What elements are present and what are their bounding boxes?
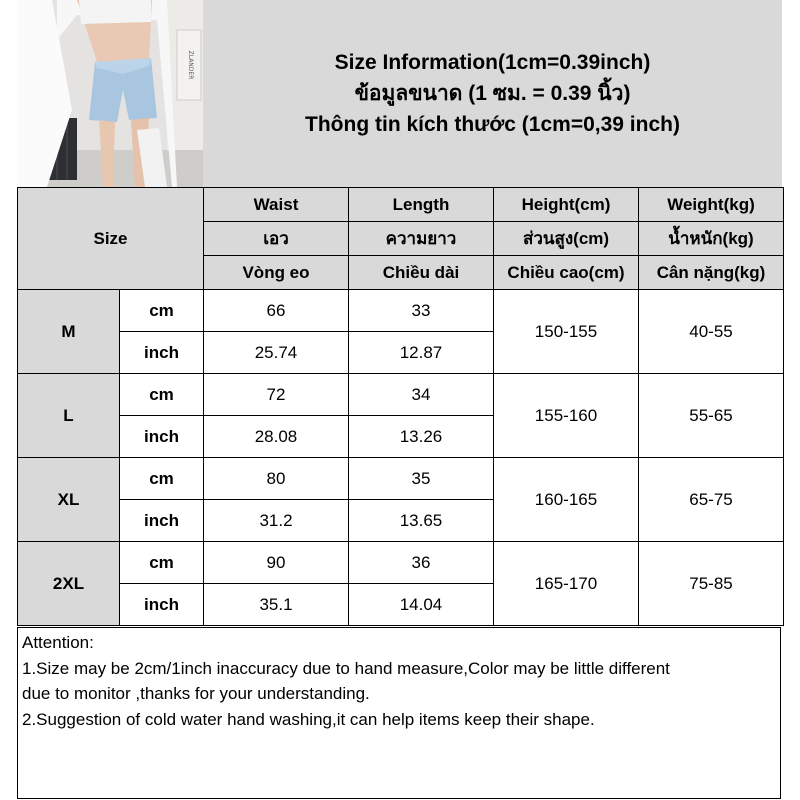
header-title-thai: ข้อมูลขนาด (1 ซม. = 0.39 นิ้ว) [354,82,631,105]
length-inch: 12.87 [349,332,494,374]
attention-notes [17,627,781,799]
unit-cm: cm [120,542,204,584]
waist-cm: 66 [204,290,349,332]
table-row [18,290,784,332]
box-text: ZLANDER [187,50,194,80]
height-range: 160-165 [494,458,639,542]
col-header-height-thai: ส่วนสูง(cm) [494,222,639,256]
length-inch: 13.26 [349,416,494,458]
col-header-height: Height(cm) [494,188,639,222]
height-range: 150-155 [494,290,639,374]
size-table [17,187,784,626]
col-header-weight: Weight(kg) [639,188,784,222]
length-inch: 13.65 [349,500,494,542]
size-label-m: M [18,290,120,374]
unit-cm: cm [120,374,204,416]
unit-inch: inch [120,500,204,542]
waist-inch: 31.2 [204,500,349,542]
col-header-height-vi: Chiều cao(cm) [494,256,639,290]
col-header-waist-vi: Vòng eo [204,256,349,290]
col-header-weight-thai: น้ำหนัก(kg) [639,222,784,256]
size-label-2xl: 2XL [18,542,120,626]
unit-cm: cm [120,290,204,332]
unit-inch: inch [120,416,204,458]
weight-range: 40-55 [639,290,784,374]
attention-note-1: 1.Size may be 2cm/1inch inaccuracy due to hand measure,Color may be little different [22,658,670,678]
unit-cm: cm [120,458,204,500]
length-cm: 35 [349,458,494,500]
weight-range: 65-75 [639,458,784,542]
header-title-english: Size Information(1cm=0.39inch) [334,51,651,74]
waist-inch: 35.1 [204,584,349,626]
size-label-xl: XL [18,458,120,542]
height-range: 155-160 [494,374,639,458]
unit-inch: inch [120,332,204,374]
weight-range: 75-85 [639,542,784,626]
length-cm: 33 [349,290,494,332]
waist-inch: 25.74 [204,332,349,374]
height-range: 165-170 [494,542,639,626]
attention-title: Attention: [22,633,94,652]
length-inch: 14.04 [349,584,494,626]
waist-cm: 80 [204,458,349,500]
unit-inch: inch [120,584,204,626]
size-info-header [203,0,782,187]
header-title-vietnamese: Thông tin kích thước (1cm=0,39 inch) [305,113,680,136]
header-row-english [18,188,784,222]
size-label-l: L [18,374,120,458]
attention-note-1-continued: due to monitor ,thanks for your understanding. [22,684,370,703]
weight-range: 55-65 [639,374,784,458]
product-photo [17,0,204,187]
waist-cm: 72 [204,374,349,416]
col-header-length-thai: ความยาว [349,222,494,256]
attention-note-2: 2.Suggestion of cold water hand washing,it can help items keep their shape. [22,709,595,729]
col-header-waist: Waist [204,188,349,222]
size-column-title: Size [18,188,204,290]
table-row [18,542,784,584]
col-header-length: Length [349,188,494,222]
col-header-weight-vi: Cân nặng(kg) [639,256,784,290]
table-row [18,374,784,416]
col-header-length-vi: Chiều dài [349,256,494,290]
col-header-waist-thai: เอว [204,222,349,256]
waist-inch: 28.08 [204,416,349,458]
table-row [18,458,784,500]
product-photo-illustration [17,0,203,187]
length-cm: 34 [349,374,494,416]
waist-cm: 90 [204,542,349,584]
length-cm: 36 [349,542,494,584]
